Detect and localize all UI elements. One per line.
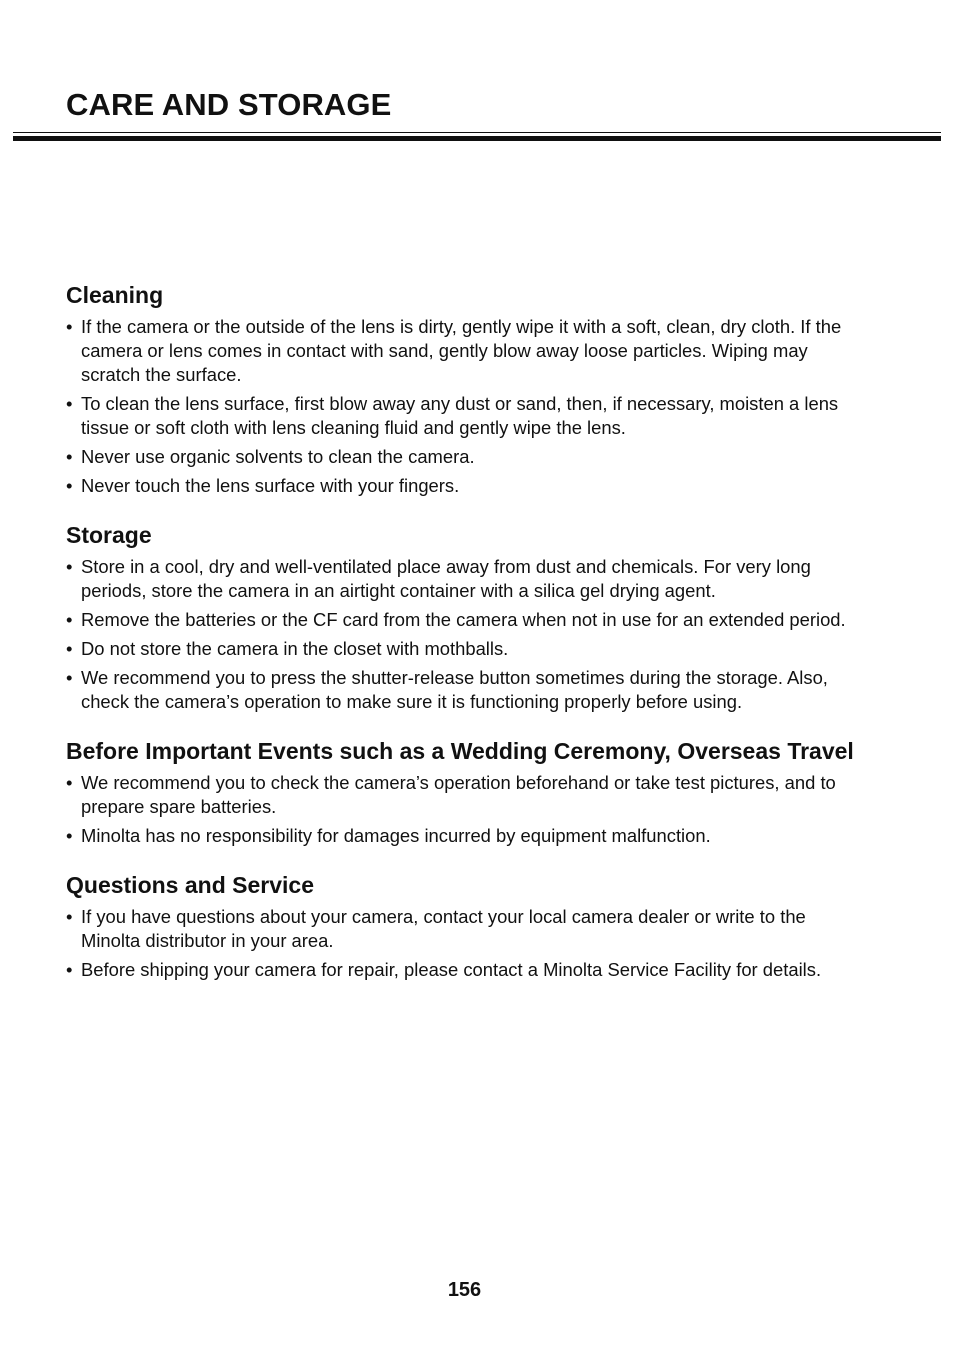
title-rule-thin bbox=[13, 132, 941, 133]
bullet-icon: • bbox=[66, 906, 73, 927]
bullet-list bbox=[66, 771, 866, 848]
list-item-text: We recommend you to check the camera’s operation beforehand or take test pictures, and to prepare spare batteries. bbox=[81, 772, 836, 817]
bullet-icon: • bbox=[66, 825, 73, 846]
list-item-text: Remove the batteries or the CF card from the camera when not in use for an extended period. bbox=[81, 609, 846, 630]
bullet-list bbox=[66, 315, 866, 498]
list-item bbox=[66, 637, 866, 661]
section-heading: Before Important Events such as a Wedding Ceremony, Overseas Travel bbox=[66, 738, 854, 764]
list-item bbox=[66, 315, 866, 387]
section-questions-service bbox=[66, 872, 866, 982]
section-storage bbox=[66, 522, 866, 714]
list-item bbox=[66, 474, 866, 498]
list-item bbox=[66, 824, 866, 848]
bullet-icon: • bbox=[66, 609, 73, 630]
bullet-icon: • bbox=[66, 475, 73, 496]
title-rule-thick bbox=[13, 136, 941, 141]
section-important-events bbox=[66, 738, 866, 848]
bullet-icon: • bbox=[66, 667, 73, 688]
bullet-icon: • bbox=[66, 556, 73, 577]
list-item-text: We recommend you to press the shutter-release button sometimes during the storage. Also, check the camera’s operation to make sure it is functioning properly before using. bbox=[81, 667, 828, 712]
list-item bbox=[66, 958, 866, 982]
list-item bbox=[66, 392, 866, 440]
section-cleaning bbox=[66, 282, 866, 498]
section-heading: Questions and Service bbox=[66, 872, 314, 898]
list-item bbox=[66, 608, 866, 632]
list-item bbox=[66, 771, 866, 819]
list-item bbox=[66, 555, 866, 603]
list-item bbox=[66, 445, 866, 469]
section-heading: Cleaning bbox=[66, 282, 164, 308]
list-item bbox=[66, 666, 866, 714]
bullet-icon: • bbox=[66, 316, 73, 337]
list-item-text: If you have questions about your camera, contact your local camera dealer or write to the Minolta distributor in your area. bbox=[81, 906, 806, 951]
list-item-text: If the camera or the outside of the lens is dirty, gently wipe it with a soft, clean, dry cloth. If the camera or lens comes in contact with sand, gently blow away loose particles. Wiping may scratch the surface. bbox=[81, 316, 842, 385]
list-item-text: Never use organic solvents to clean the camera. bbox=[81, 446, 475, 467]
bullet-icon: • bbox=[66, 638, 73, 659]
list-item-text: To clean the lens surface, first blow away any dust or sand, then, if necessary, moisten a lens tissue or soft cloth with lens cleaning fluid and gently wipe the lens. bbox=[81, 393, 839, 438]
bullet-list bbox=[66, 905, 866, 982]
page-title: CARE AND STORAGE bbox=[66, 87, 392, 122]
list-item-text: Never touch the lens surface with your fingers. bbox=[81, 475, 460, 496]
list-item-text: Minolta has no responsibility for damages incurred by equipment malfunction. bbox=[81, 825, 711, 846]
page-content bbox=[66, 282, 866, 1006]
bullet-icon: • bbox=[66, 446, 73, 467]
bullet-icon: • bbox=[66, 772, 73, 793]
list-item-text: Do not store the camera in the closet with mothballs. bbox=[81, 638, 509, 659]
bullet-icon: • bbox=[66, 393, 73, 414]
page-number: 156 bbox=[447, 1279, 482, 1301]
bullet-list bbox=[66, 555, 866, 714]
list-item-text: Before shipping your camera for repair, please contact a Minolta Service Facility for details. bbox=[81, 959, 822, 980]
bullet-icon: • bbox=[66, 959, 73, 980]
list-item-text: Store in a cool, dry and well-ventilated place away from dust and chemicals. For very long periods, store the camera in an airtight container with a silica gel drying agent. bbox=[81, 556, 811, 601]
section-heading: Storage bbox=[66, 522, 152, 548]
list-item bbox=[66, 905, 866, 953]
